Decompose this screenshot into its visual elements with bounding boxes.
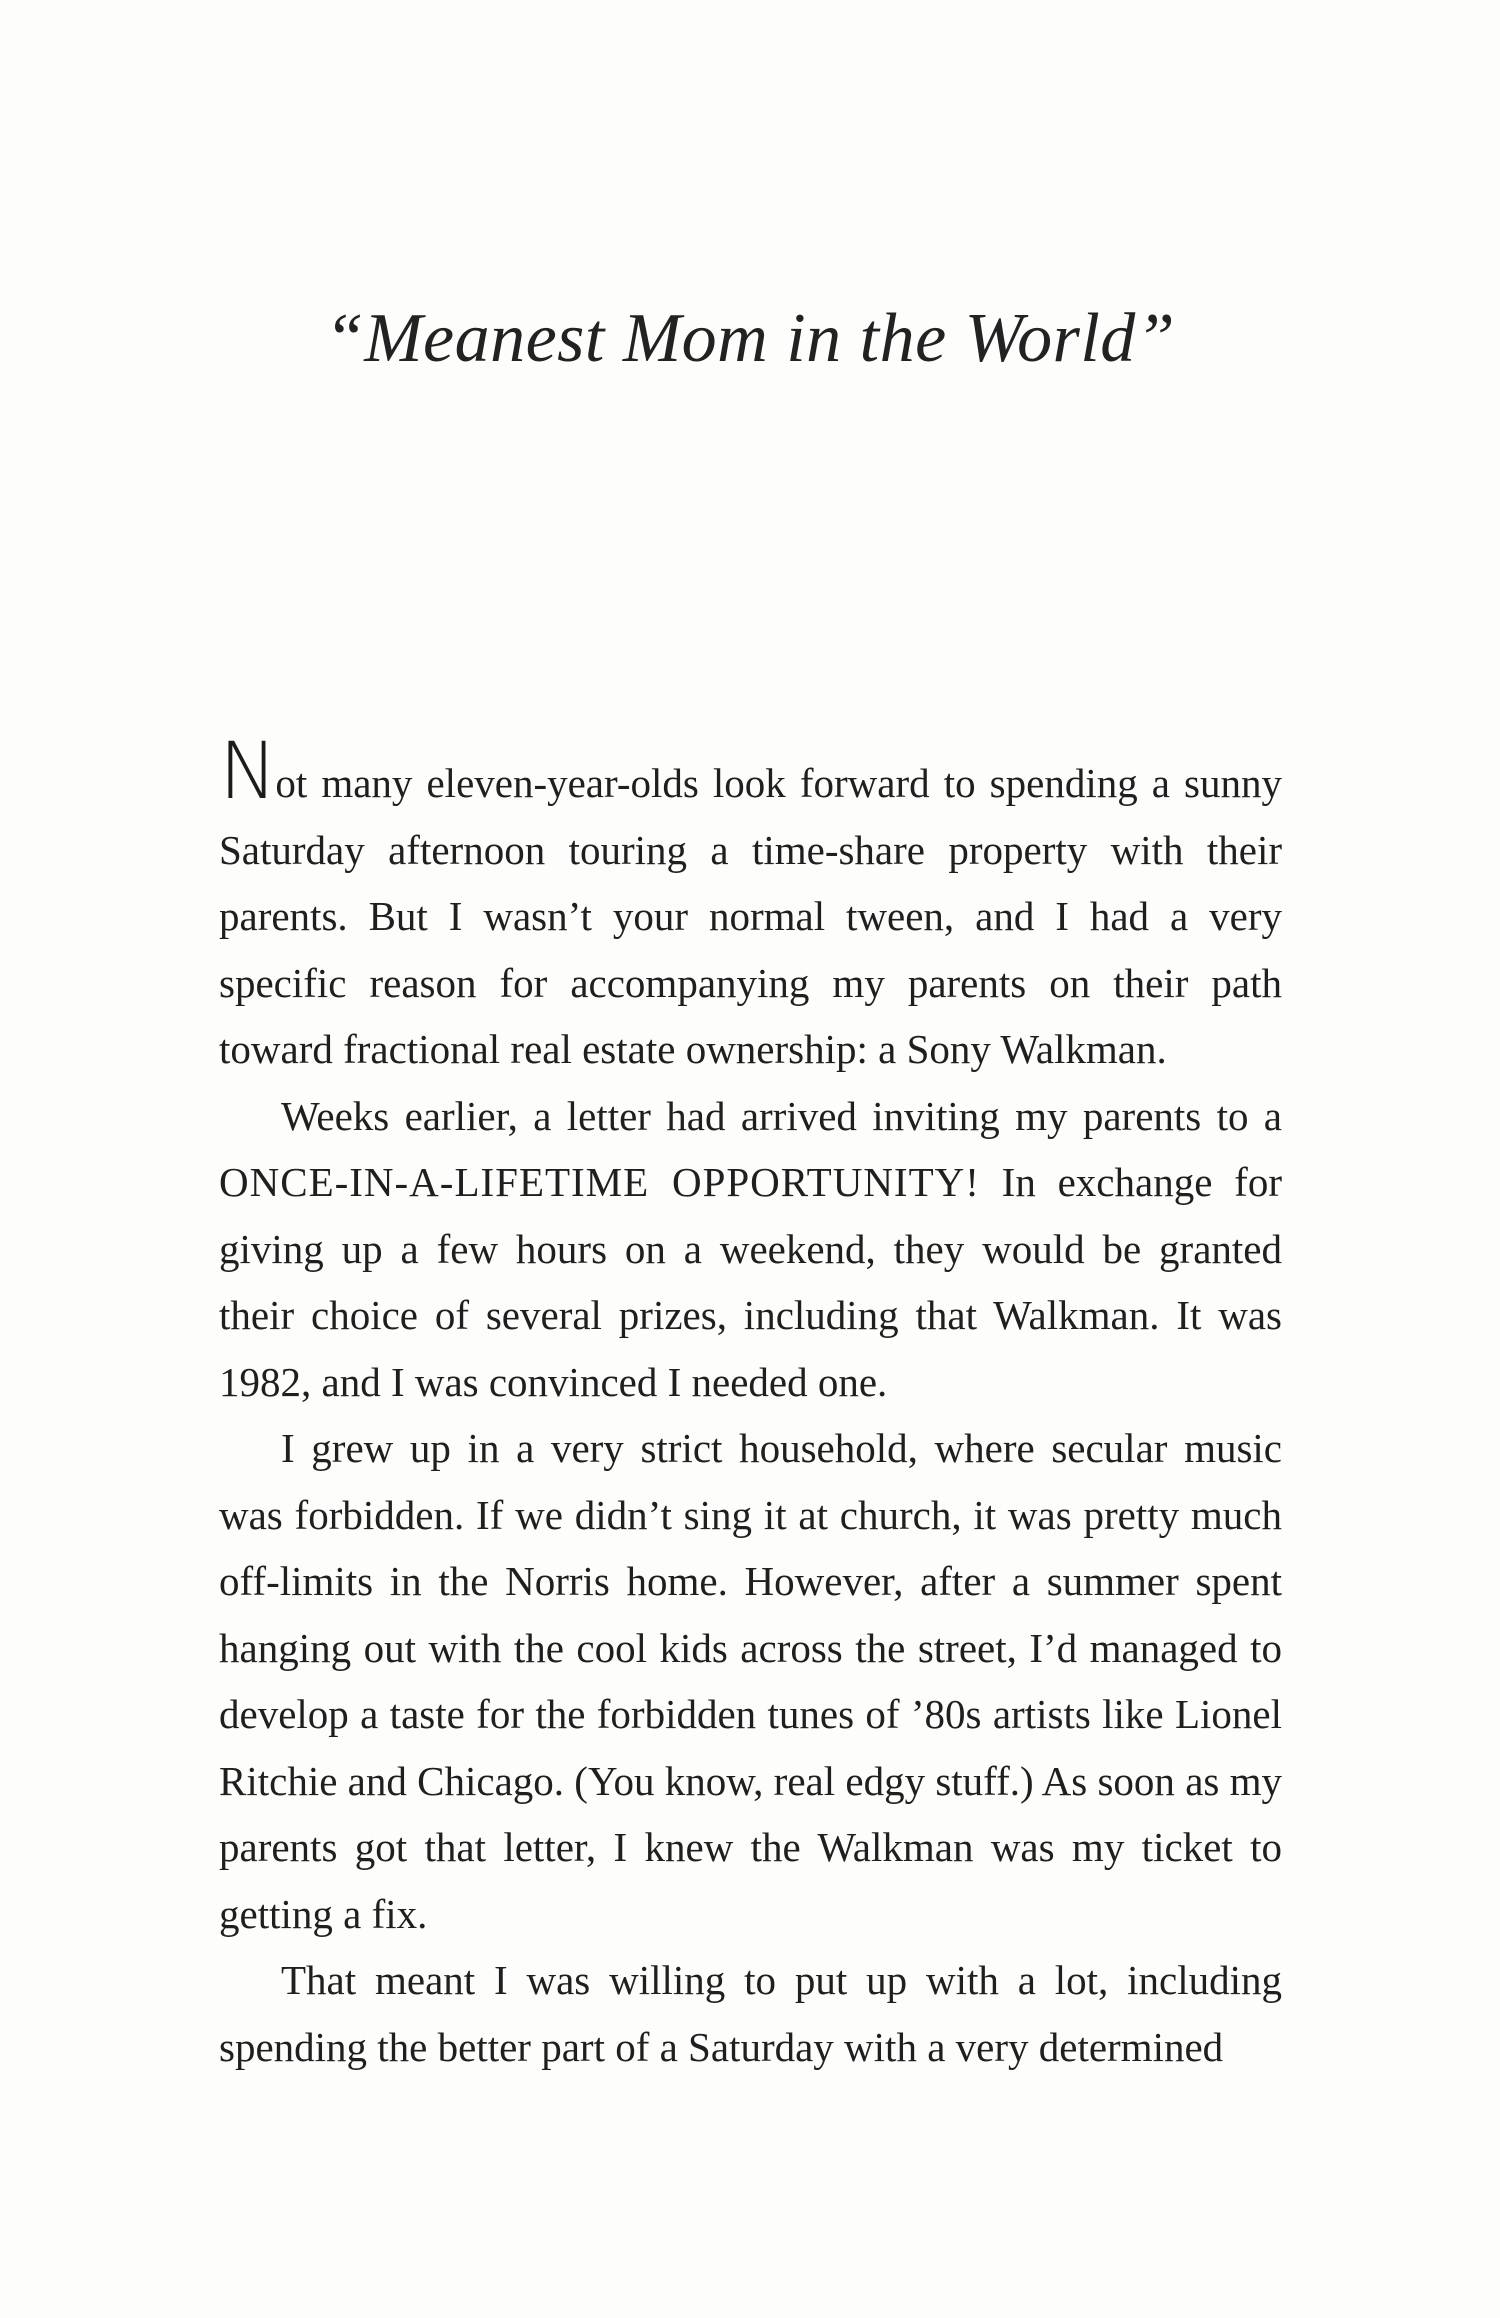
paragraph-2-text-before: Weeks earlier, a letter had arrived inviting my parents to a [281,1092,1282,1139]
paragraph-2-text-after: In exchange for giving up a few hours on a weekend, they would be granted their choice of several prizes, including that Walkman. It was 1982, and I was convinced I needed one. [219,1159,1282,1405]
body-text [219,727,1282,2080]
drop-initial: N [219,727,276,817]
paragraph-4: That meant I was willing to put up with a lot, including spending the better part of a Saturday with a very determined [219,1957,1282,2070]
paragraph-3: I grew up in a very strict household, where secular music was forbidden. If we didn’t sing it at church, it was pretty much off-limits in the Norris home. However, after a summer spent hanging out with the cool kids across the street, I’d managed to develop a taste for the forbidden tunes of ’80s artists like Lionel Ritchie and Chicago. (You know, real edgy stuff.) As soon as my parents got that letter, I knew the Walkman was my ticket to getting a fix. [219,1425,1282,1937]
paragraph-2-caps: ONCE-IN-A-LIFETIME OPPORTUNITY! [219,1159,980,1205]
paragraph-1-text: ot many eleven-year-olds look forward to spending a sunny Saturday afternoon touring a time-share property with their parents. But I wasn’t your normal tween, and I had a very specific reason for accompanying my parents on their path toward fractional real estate ownership: a Sony Walkman. [219,760,1282,1072]
paragraph-2 [219,1083,1282,1416]
paragraph-1 [219,727,1282,1083]
chapter-title: “Meanest Mom in the World” [324,300,1176,377]
